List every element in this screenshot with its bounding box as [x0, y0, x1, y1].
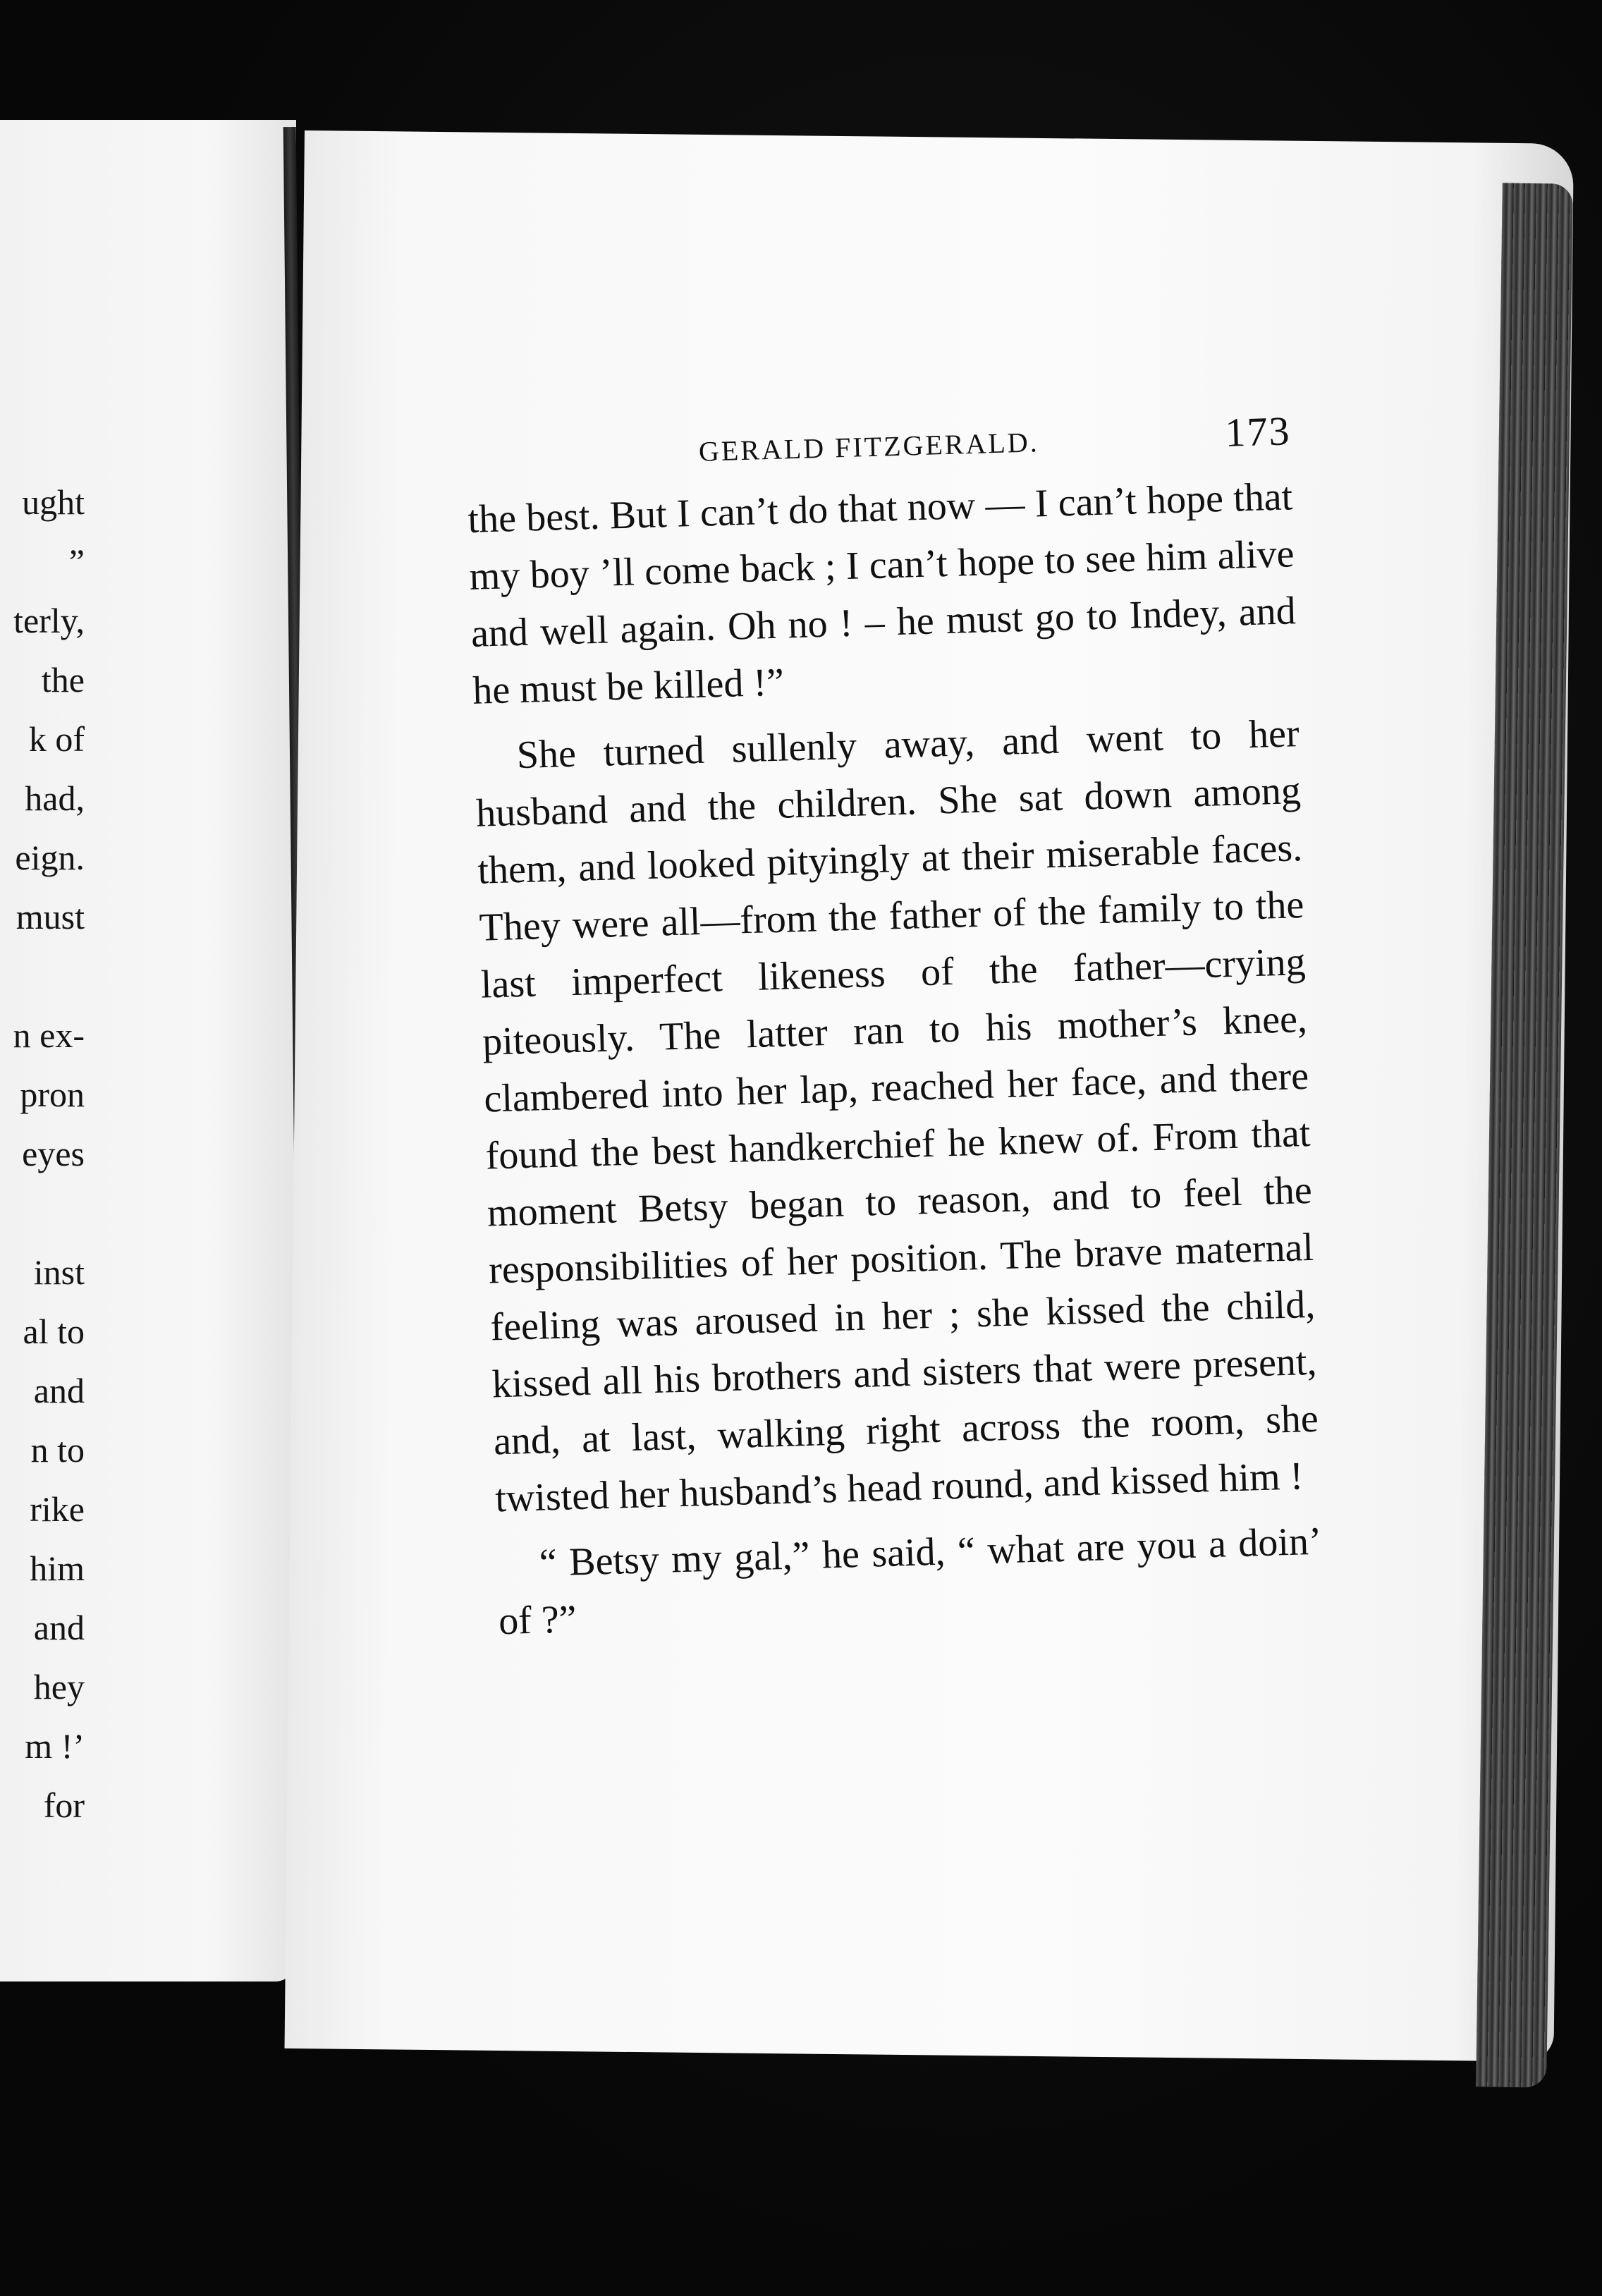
left-line: hey: [33, 1667, 85, 1706]
left-line: and: [33, 1608, 85, 1647]
left-line: the: [41, 660, 85, 700]
left-line: and: [33, 1371, 85, 1410]
paragraph: the best. But I can’t do that now — I can’t hope that my boy ’ll come back ; I can’t hope to see him alive and well again. Oh no ! – he must go to Indey, and he must be killed !”: [467, 475, 1297, 713]
left-page-text: [0, 472, 85, 1835]
left-line: eign.: [15, 838, 85, 877]
page-content: [465, 407, 1324, 1650]
left-line: m !’: [25, 1726, 85, 1766]
left-line: k of: [28, 719, 85, 759]
left-line: him: [30, 1549, 85, 1588]
left-line: rike: [30, 1489, 85, 1529]
left-line: al to: [23, 1312, 85, 1351]
left-line: must: [16, 897, 85, 936]
left-line: [0, 1183, 85, 1242]
paragraph: She turned sullenly away, and went to her husband and the children. She sat down among them, and looked pityingly at their miserable faces. They were all—from the father of the family to the last imperfect likeness of the father—crying piteously. The latter ran to his mother’s knee, clambered into her lap, reached her face, and there found the best handkerchief he knew of. From that moment Betsy began to reason, and to feel the responsibilities of her position. The brave maternal feeling was aroused in her ; she kissed the child, kissed all his brothers and sisters that were present, and, at last, walking right across the room, she twisted her husband’s head round, and kissed him !: [475, 712, 1319, 1521]
left-line: pron: [20, 1075, 85, 1114]
paragraph: “ Betsy my gal,” he said, “ what are you a doin’ of ?”: [498, 1519, 1323, 1644]
running-head-title: GERALD FITZGERALD.: [698, 426, 1040, 468]
left-line: n ex-: [13, 1015, 85, 1055]
page-number: 173: [1224, 408, 1292, 456]
left-line: inst: [33, 1252, 85, 1292]
left-line: had,: [25, 778, 85, 818]
left-line: ught: [22, 482, 85, 522]
left-line: eyes: [22, 1134, 85, 1173]
left-line: [0, 946, 85, 1006]
left-line: ”: [68, 542, 85, 581]
left-line: n to: [30, 1430, 85, 1470]
left-line: terly,: [13, 601, 85, 640]
left-line: for: [43, 1785, 85, 1825]
